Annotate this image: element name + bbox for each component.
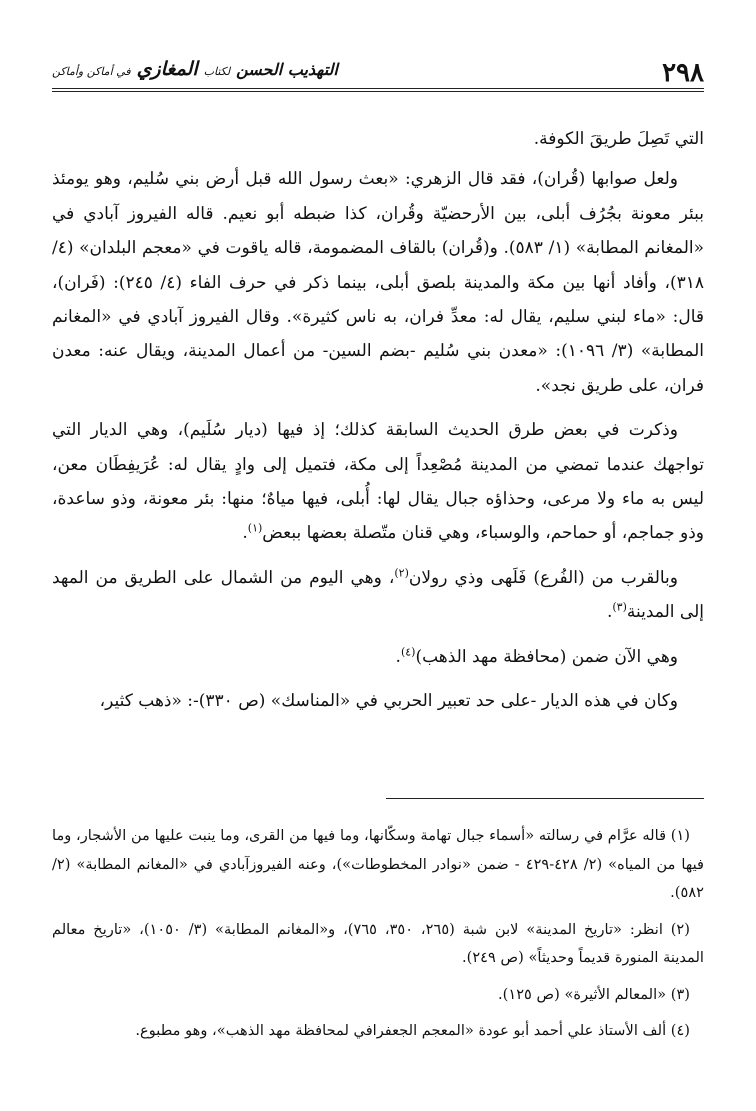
paragraph-end: .: [606, 602, 613, 623]
footnote-ref: (١): [247, 521, 263, 535]
page-number: ٢٩٨: [662, 58, 704, 88]
running-title-part: في أماكن وأماكن: [52, 65, 131, 78]
paragraph-text: ، وهي اليوم من الشمال على الطريق من المهد إلى المدينة: [52, 567, 704, 623]
header-rule: [52, 88, 704, 89]
running-title-part: المغازي: [136, 58, 198, 80]
page-header: [52, 52, 704, 96]
running-title-part: التهذيب الحسن: [236, 60, 338, 79]
running-title-part: لكتاب: [203, 65, 231, 78]
footnote: (١) قاله عرَّام في رسالته «أسماء جبال تهامة وسكّانها، وما فيها من القرى، وما ينبت عليها من الأشجار، وما فيها من المياه» (٢/ ٤٢٨-٤٢٩ - ضمن «نوادر المخطوطات»)، وعنه الفيروزآبادي في «المغانم المطابة» (٢/ ٥٨٢).: [52, 827, 704, 901]
paragraph-text: وهي الآن ضمن (محافظة مهد الذهب): [415, 646, 678, 667]
footnote-ref: (٣): [612, 600, 627, 614]
footnote-ref: (٢): [394, 566, 409, 580]
paragraph: وكان في هذه الديار -على حد تعبير الحربي في «المناسك» (ص ٣٣٠)-: «ذهب كثير،: [99, 691, 678, 712]
paragraph: [52, 640, 704, 674]
paragraph-end: .: [395, 646, 401, 667]
footnote: (٢) انظر: «تاريخ المدينة» لابن شبة (٢٦٥، ٣٥٠، ٧٦٥)، و«المغانم المطابة» (٣/ ١٠٥٠)، «تاريخ معالم المدينة المنورة قديماً وحديثاً» (ص ٢٤٩).: [52, 920, 704, 966]
paragraph: [52, 561, 704, 630]
paragraph: [52, 413, 704, 551]
paragraph-end: .: [242, 523, 248, 544]
header-rule-thin: [52, 91, 704, 92]
footnote: (٤) ألف الأستاذ علي أحمد أبو عودة «المعجم الجعفرافي لمحافظة مهد الذهب»، وهو مطبوع.: [135, 1022, 690, 1039]
main-text: [52, 122, 704, 719]
paragraph-text: وذكرت في بعض طرق الحديث السابقة كذلك؛ إذ فيها (ديار سُلَيم)، وهي الديار التي تواجهك عندما تمضي من المدينة مُصْعِداً إلى مكة، فتميل إلى وادٍ يقال له: عُرَيفِطَان معن، ليس به ماء ولا مرعى، وحذاؤه جبال يقال لها: أُبلى، فيها مياهٌ؛ منها: بئر معونة، وذو ساعدة، وذو جماجم، أو حماحم، والوسباء، وهي قنان متّصلة بعضها ببعض: [52, 420, 704, 544]
footnote: (٣) «المعالم الأثيرة» (ص ١٢٥).: [498, 985, 690, 1003]
paragraph: التي تَصِلَ طريقَ الكوفة.: [533, 129, 704, 149]
paragraph-text: وبالقرب من (الفُرع) فَلَهى وذي رولان: [408, 567, 678, 588]
running-title: [52, 58, 338, 80]
footnote-ref: (٤): [400, 645, 416, 659]
footnotes: [52, 822, 704, 1054]
paragraph: ولعل صوابها (قُران)، فقد قال الزهري: «بعث رسول الله قبل أرض بني سُليم، وهو يومئذ ببئر معونة بجُرُف أبلى، بين الأرحضيّة وقُران، كذا ضبطه أبو نعيم. قاله الفيروز آبادي في «المغانم المطابة» (١/ ٥٨٣). و(قُران) بالقاف المضمومة، قاله ياقوت في «معجم البلدان» (٤/ ٣١٨)، وأفاد أنها بين مكة والمدينة بلصق أبلى، بينما ذكر في حرف الفاء (٤/ ٢٤٥): (فَران)، قال: «ماء لبني سليم، يقال له: معدِّ فران، به ناس كثيرة». وقال الفيروز آبادي في «المغانم المطابة» (٣/ ١٠٩٦): «معدن بني سُليم -بضم السين- من أعمال المدينة، ويقال عنه: معدن فران، على طريق نجد».: [52, 169, 704, 396]
footnote-separator: [386, 798, 704, 799]
